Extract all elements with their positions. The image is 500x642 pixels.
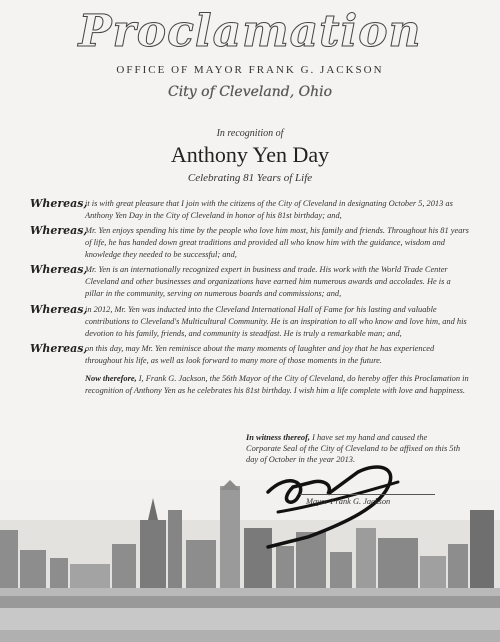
whereas-text: in 2012, Mr. Yen was inducted into the Cleveland International Hall of Fame for his lasting and valuable contributions to Cleveland's Multicultural Community. He is an inspiration to all who know and love him, and his devotion to his family, friends, and community is steadfast. He is truly a remarkable man; and, [85, 305, 467, 338]
whereas-label: Whereas, [30, 263, 88, 276]
office-of-mayor-heading: OFFICE OF MAYOR FRANK G. JACKSON [116, 64, 384, 76]
in-recognition-label: In recognition of [216, 128, 284, 139]
whereas-label: Whereas, [30, 197, 88, 210]
whereas-label: Whereas, [30, 224, 88, 237]
whereas-clause-3 [30, 264, 470, 300]
whereas-clause-5 [30, 343, 470, 367]
witness-lead: In witness thereof, [246, 433, 310, 442]
whereas-text: Mr. Yen is an internationally recognized expert in business and trade. His work with the World Trade Center Cleveland and other businesses and organizations have earned him numerous awards and accolades. He is a pillar in the community, serving on numerous boards and commissions; and, [85, 265, 451, 298]
whereas-clause-4 [30, 304, 470, 340]
now-therefore-text: I, Frank G. Jackson, the 56th Mayor of the City of Cleveland, do hereby offer this Proclamation in recognition of Anthony Yen as he celebrates his 81st birthday. I wish him a life complete with love and happiness. [85, 374, 469, 395]
city-name: City of Cleveland, Ohio [167, 84, 332, 100]
mayor-signature-label: Mayor Frank G. Jackson [306, 497, 391, 506]
whereas-text: it is with great pleasure that I join with the citizens of the City of Cleveland in designating October 5, 2013 as Anthony Yen Day in the City of Cleveland in honor of his 81st birthday; and, [85, 199, 453, 220]
witness-text: I have set my hand and caused the Corporate Seal of the City of Cleveland to be affixed on this 5th day of October in the year 2013. [246, 433, 461, 464]
whereas-clause-1 [30, 198, 470, 222]
proclamation-title: Proclamation [78, 6, 422, 57]
whereas-label: Whereas, [30, 303, 88, 316]
now-therefore-lead: Now therefore, [85, 374, 137, 383]
whereas-text: on this day, may Mr. Yen reminisce about the many moments of laughter and joy that he has experienced throughout his life, as well as look forward to many more of those moments in the future. [85, 344, 435, 365]
signature-line [300, 494, 435, 495]
whereas-clause-2 [30, 225, 470, 261]
whereas-text: Mr. Yen enjoys spending his time by the people who love him most, his family and friends. Throughout his 81 years of life, he has handed down great traditions and provided all who know him with the guidance, wisdom and knowledge they needed to be successful; and, [85, 226, 469, 259]
whereas-label: Whereas, [30, 342, 88, 355]
now-therefore-paragraph [85, 373, 470, 397]
celebrating-subtitle: Celebrating 81 Years of Life [187, 172, 313, 184]
honoree-day-title: Anthony Yen Day [170, 142, 330, 167]
